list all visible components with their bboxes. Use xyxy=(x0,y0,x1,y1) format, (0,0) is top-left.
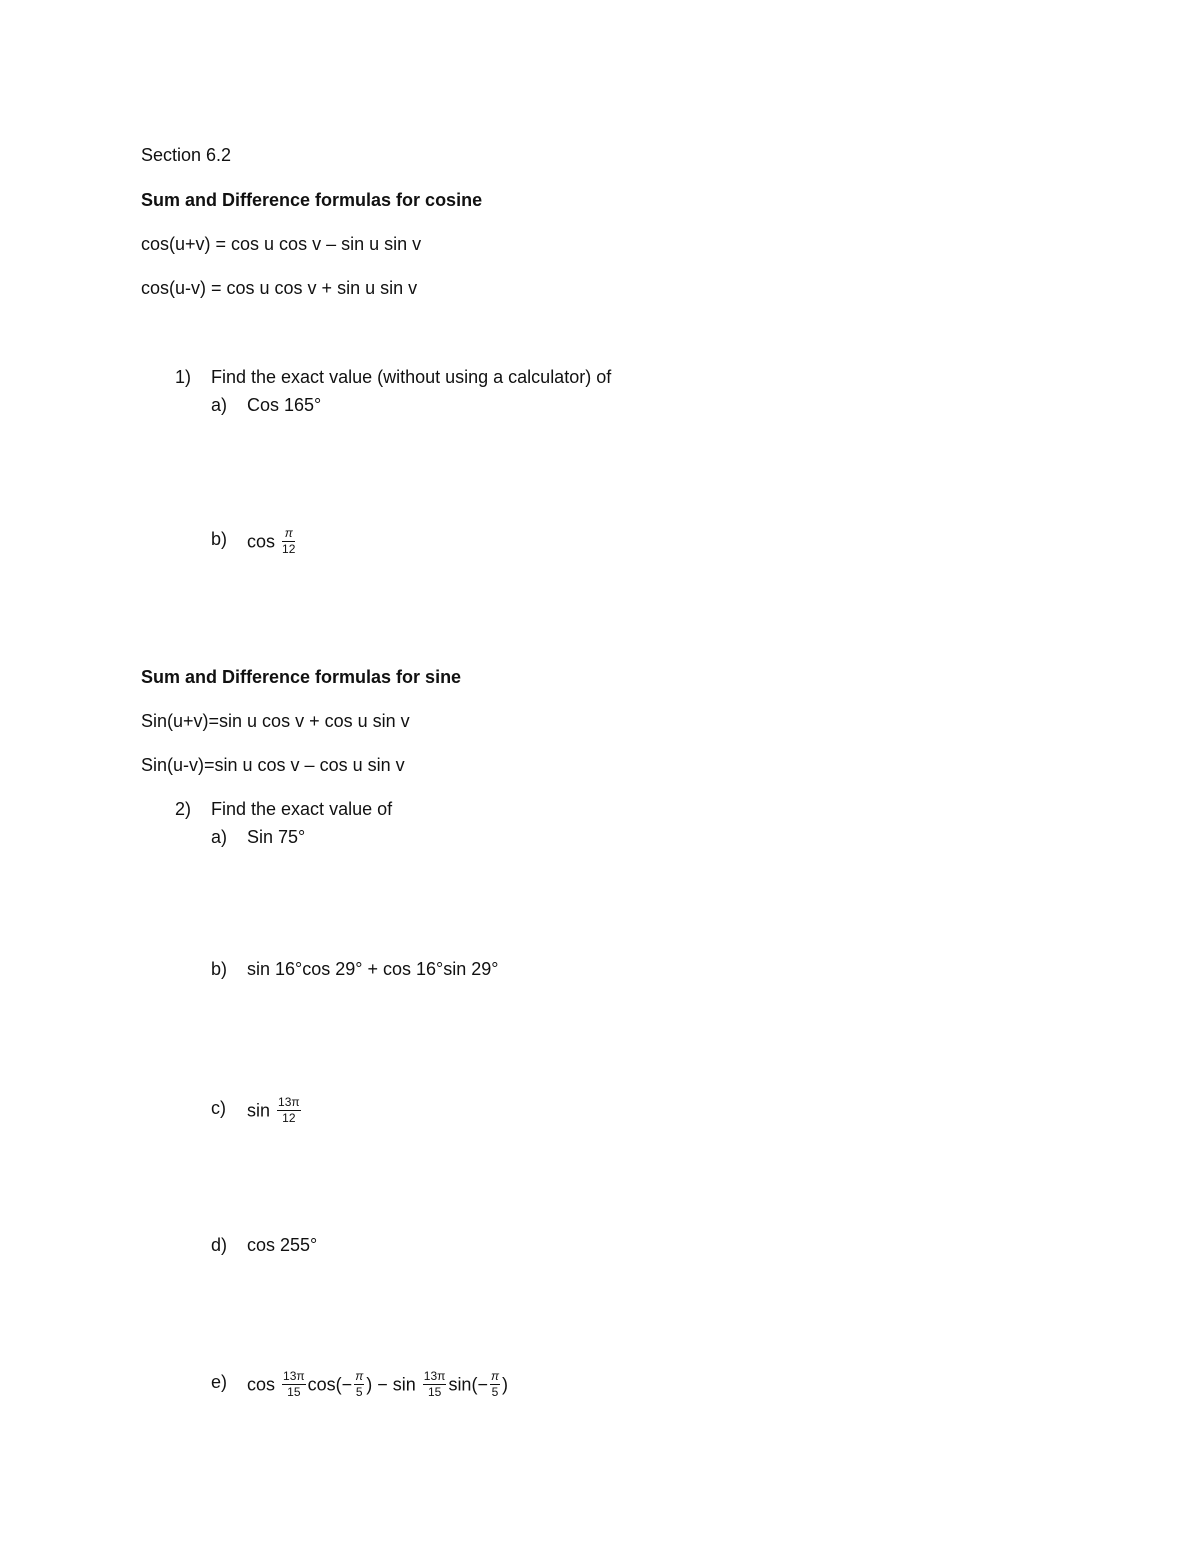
problem-2a-text: Sin 75° xyxy=(247,827,306,847)
problem-1b-denominator: 12 xyxy=(282,542,296,556)
problem-2e-expression xyxy=(247,1371,508,1400)
problem-2c-numerator: 13π xyxy=(278,1095,300,1109)
problem-2e-fraction-4-denominator: 5 xyxy=(491,1385,499,1399)
problem-2b-label: b) xyxy=(211,959,228,979)
problem-1-number: 1) xyxy=(175,367,192,387)
problem-1a-text: Cos 165° xyxy=(247,395,322,415)
problem-2c-label: c) xyxy=(211,1098,226,1118)
problem-2e-fraction-1-numerator: 13π xyxy=(283,1369,305,1383)
problem-2e-label: e) xyxy=(211,1372,228,1392)
cosine-difference-formula: cos(u-v) = cos u cos v + sin u sin v xyxy=(141,278,418,298)
problem-1a-label: a) xyxy=(211,395,228,415)
problem-2d-text: cos 255° xyxy=(247,1235,318,1255)
cosine-sum-formula: cos(u+v) = cos u cos v – sin u sin v xyxy=(141,234,422,254)
problem-2e-fraction-3 xyxy=(423,1370,447,1399)
problem-2b-text: sin 16°cos 29° + cos 16°sin 29° xyxy=(247,959,499,979)
sine-difference-formula: Sin(u-v)=sin u cos v – cos u sin v xyxy=(141,755,405,775)
problem-2e-close: ) xyxy=(502,1374,508,1395)
problem-1b-fraction xyxy=(282,527,295,556)
problem-1b-numerator: π xyxy=(282,527,295,542)
problem-2e-fraction-4 xyxy=(490,1370,500,1399)
problem-2e-fraction-1-denominator: 15 xyxy=(287,1385,301,1399)
problem-2e-fraction-1 xyxy=(282,1370,306,1399)
problem-2c-fraction xyxy=(277,1096,301,1125)
sine-sum-formula: Sin(u+v)=sin u cos v + cos u sin v xyxy=(141,711,410,731)
problem-2c-denominator: 12 xyxy=(282,1111,296,1125)
problem-2c-expression xyxy=(247,1097,303,1126)
problem-1b-expression xyxy=(247,528,297,557)
problem-1b-label: b) xyxy=(211,529,228,549)
problem-2e-fraction-2-numerator: π xyxy=(355,1369,364,1383)
problem-2-prompt: Find the exact value of xyxy=(211,799,393,819)
problem-2e-fn3: sin(− xyxy=(448,1374,488,1395)
sine-heading: Sum and Difference formulas for sine xyxy=(141,667,462,687)
problem-2e-fraction-2-denominator: 5 xyxy=(355,1385,363,1399)
problem-2e-mid: ) − sin xyxy=(366,1374,416,1395)
problem-2c-fn: sin xyxy=(247,1100,271,1121)
problem-2e-fn2: cos(− xyxy=(307,1374,353,1395)
problem-2e-fraction-3-denominator: 15 xyxy=(427,1385,442,1399)
problem-2d-label: d) xyxy=(211,1235,228,1255)
problem-2e-fraction-3-numerator: 13π xyxy=(423,1369,446,1383)
problem-1-prompt: Find the exact value (without using a calculator) of xyxy=(211,367,612,387)
problem-2-number: 2) xyxy=(175,799,192,819)
section-title: Section 6.2 xyxy=(141,145,232,165)
problem-2e-fn1: cos xyxy=(247,1374,276,1395)
problem-2a-label: a) xyxy=(211,827,228,847)
problem-2e-fraction-2 xyxy=(354,1370,364,1399)
cosine-heading: Sum and Difference formulas for cosine xyxy=(141,190,483,210)
problem-2e-fraction-4-numerator: π xyxy=(490,1369,499,1383)
problem-1b-fn: cos xyxy=(247,531,276,552)
